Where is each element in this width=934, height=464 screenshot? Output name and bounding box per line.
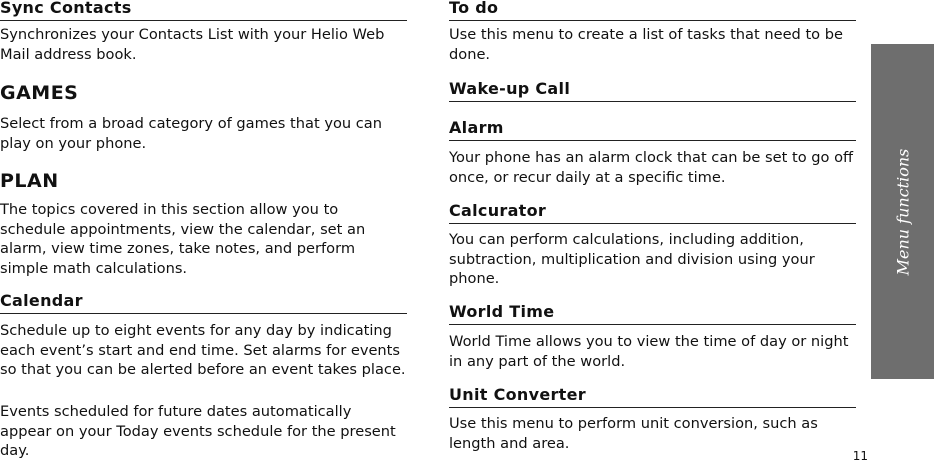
- alarm-text: Your phone has an alarm clock that can be set to go off once, or recur daily at a specific time.: [449, 149, 854, 186]
- calendar-text-2: Events scheduled for future dates automatically appear on your Today events schedule for the present day.: [0, 403, 396, 459]
- page-number: 11: [852, 449, 868, 463]
- todo-text: Use this menu to create a list of tasks that need to be done.: [449, 26, 843, 63]
- plan-heading: PLAN: [0, 170, 59, 192]
- unit-converter-text: Use this menu to perform unit conversion, such as length and area.: [449, 415, 818, 452]
- games-heading: GAMES: [0, 82, 79, 104]
- world-time-text: World Time allows you to view the time of day or night in any part of the world.: [449, 333, 849, 370]
- sync-contacts-text: Synchronizes your Contacts List with your Helio Web Mail address book.: [0, 26, 385, 63]
- plan-text: The topics covered in this section allow you to schedule appointments, view the calendar, set an alarm, view time zones, take notes, and perform simple math calculations.: [0, 201, 366, 277]
- side-tab-label: Menu functions: [893, 148, 912, 275]
- calculator-heading: Calcurator: [449, 202, 856, 224]
- unit-converter-heading: Unit Converter: [449, 386, 856, 408]
- calendar-text-1: Schedule up to eight events for any day by indicating each event’s start and end time. Set alarms for events so that you can be alerted before an event takes place.: [0, 322, 406, 378]
- sync-contacts-heading: Sync Contacts: [0, 0, 407, 21]
- games-text: Select from a broad category of games that you can play on your phone.: [0, 115, 382, 152]
- calendar-heading: Calendar: [0, 292, 407, 314]
- todo-heading: To do: [449, 0, 856, 21]
- world-time-heading: World Time: [449, 303, 856, 325]
- section-side-tab: [871, 44, 934, 379]
- alarm-heading: Alarm: [449, 119, 856, 141]
- wakeup-call-heading: Wake-up Call: [449, 80, 856, 102]
- calculator-text: You can perform calculations, including addition, subtraction, multiplication and division using your phone.: [449, 231, 815, 287]
